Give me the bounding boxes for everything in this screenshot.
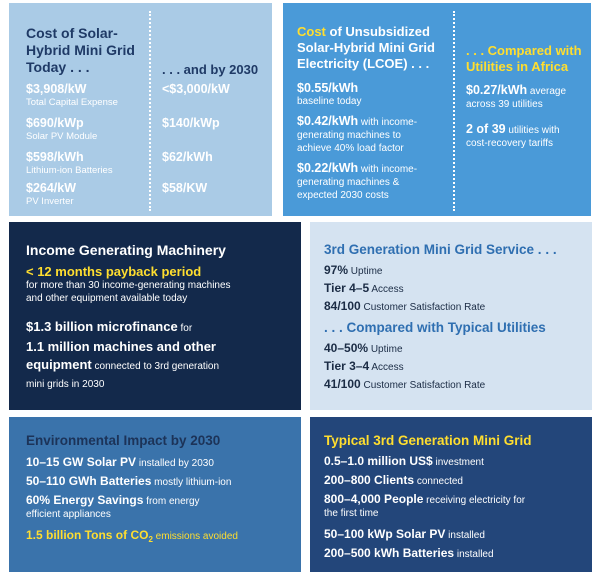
service-satisfaction: 84/100 Customer Satisfaction Rate [324,299,486,313]
typical-utilities-title: . . . Compared with Typical Utilities [324,320,546,335]
environment-panel [9,417,301,572]
lcoe-title-line2: Solar-Hybrid Mini Grid [297,40,435,55]
service-uptime: 97% Uptime [324,263,383,277]
microfinance-block: $1.3 billion microfinance for 1.1 million machines and other equipment connected to 3rd generation mini grids in 2030 [26,319,220,390]
lcoe-load-factor: $0.42/kWh with income- generating machines to achieve 40% load factor [297,114,418,154]
payback-description: for more than 30 income-generating machines and other equipment available today [26,280,231,304]
capex-value: $3,908/kW [26,82,87,96]
env-co2: 1.5 billion Tons of $CO_2$ emissions avoided [26,528,238,544]
grid-solar-pv: 50–100 kWp Solar PV installed [324,527,485,541]
inverter-label: PV Inverter [26,196,74,207]
cost-today-title: Cost of Solar- [26,25,118,41]
grid-batteries: 200–500 kWh Batteries installed [324,546,494,560]
grid-people-cont: the first time [324,508,379,519]
utility-uptime: 40–50% Uptime [324,341,403,355]
by-2030-header: . . . and by 2030 [162,62,259,77]
service-access: Tier 4–5 Access [324,281,404,295]
battery-label: Lithium-ion Batteries [26,165,113,176]
battery-value: $598/kWh [26,150,84,164]
capex-label: Total Capital Expense [26,97,118,108]
env-batteries: 50–110 GWh Batteries mostly lithium-ion [26,474,232,488]
utilities-average: $0.27/kWh average across 39 utilities [466,83,567,110]
utilities-compare-title-line2: Utilities in Africa [466,59,569,74]
capex-2030-value: <$3,000/kW [162,82,230,96]
typical-grid-title: Typical 3rd Generation Mini Grid [324,433,532,448]
service-panel [310,222,592,410]
lcoe-title-line3: Electricity (LCOE) . . . [297,56,430,71]
utilities-cost-recovery: 2 of 39 utilities with cost-recovery tariffs [466,122,560,149]
column-divider [453,11,455,211]
utility-satisfaction: 41/100 Customer Satisfaction Rate [324,377,486,391]
env-energy-savings-cont: efficient appliances [26,509,111,520]
environment-title: Environmental Impact by 2030 [26,433,221,448]
payback-period: < 12 months payback period [26,264,202,279]
grid-people: 800–4,000 People receiving electricity for [324,492,526,506]
lcoe-title: Cost of Unsubsidized [297,24,430,39]
pv-module-2030-value: $140/kWp [162,116,220,130]
lcoe-2030: $0.22/kWh with income- generating machines & expected 2030 costs [297,161,418,201]
grid-clients: 200–800 Clients connected [324,473,463,487]
machinery-panel [9,222,301,410]
pv-module-label: Solar PV Module [26,131,98,142]
grid-investment: 0.5–1.0 million US$ investment [324,454,484,468]
inverter-value: $264/kW [26,181,77,195]
lcoe-panel [283,3,591,216]
env-energy-savings: 60% Energy Savings from energy [26,493,200,507]
service-title: 3rd Generation Mini Grid Service . . . [324,242,557,257]
typical-grid-panel [310,417,592,572]
pv-module-value: $690/kWp [26,116,84,130]
battery-2030-value: $62/kWh [162,150,213,164]
inverter-2030-value: $58/KW [162,181,208,195]
cost-today-title-line2: Hybrid Mini Grid [26,42,135,58]
env-solar-pv: 10–15 GW Solar PV installed by 2030 [26,455,214,469]
lcoe-baseline: $0.55/kWh baseline today [297,81,362,107]
cost-today-panel [9,3,272,216]
cost-today-title-line3: Today . . . [26,59,90,75]
column-divider [149,11,151,211]
utility-access: Tier 3–4 Access [324,359,404,373]
utilities-compare-title: . . . Compared with [466,43,582,58]
machinery-title: Income Generating Machinery [26,242,226,258]
